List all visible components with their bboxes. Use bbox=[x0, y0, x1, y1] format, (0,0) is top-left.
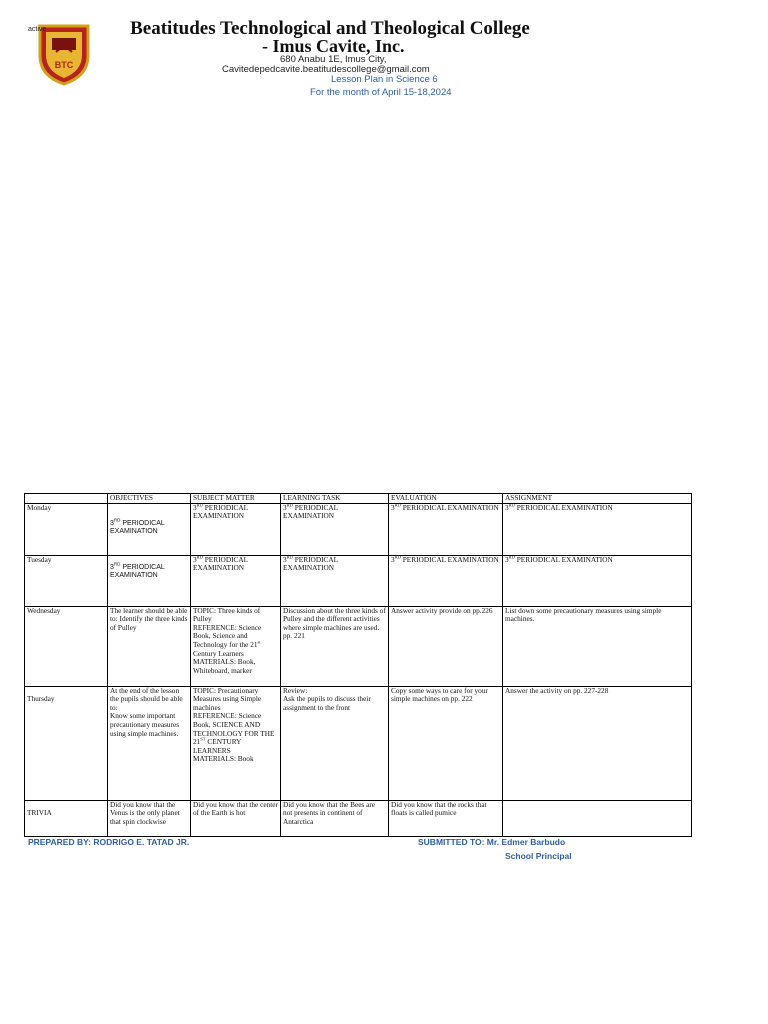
day-cell: Monday bbox=[25, 503, 108, 555]
header-day bbox=[25, 494, 108, 504]
day-cell: Wednesday bbox=[25, 606, 108, 686]
month-line: For the month of April 15-18,2024 bbox=[310, 87, 452, 98]
address: 680 Anabu 1E, Imus City, bbox=[280, 54, 387, 65]
logo-word: active bbox=[28, 26, 47, 33]
objectives-cell: The learner should be able to: Identify the three kinds of Pulley bbox=[108, 606, 191, 686]
objectives-cell: 3RD PERIODICAL EXAMINATION bbox=[108, 503, 191, 555]
assignment-cell: Answer the activity on pp. 227-228 bbox=[503, 686, 692, 800]
evaluation-cell: 3RD PERIODICAL EXAMINATION bbox=[389, 555, 503, 606]
subject-cell: 3RD PERIODICAL EXAMINATION bbox=[191, 503, 281, 555]
learning-cell: Review: Ask the pupils to discuss their assignment to the front bbox=[281, 686, 389, 800]
table-row bbox=[25, 606, 692, 686]
evaluation-cell: Did you know that the rocks that floats is called pumice bbox=[389, 800, 503, 836]
table-row bbox=[25, 800, 692, 836]
objectives-cell: 3RD PERIODICAL EXAMINATION bbox=[108, 555, 191, 606]
prepared-by: PREPARED BY: RODRIGO E. TATAD JR. bbox=[28, 837, 190, 847]
day-cell: TRIVIA bbox=[25, 800, 108, 836]
subject-cell: 3RD PERIODICAL EXAMINATION bbox=[191, 555, 281, 606]
assignment-cell: List down some precautionary measures using simple machines. bbox=[503, 606, 692, 686]
assignment-cell bbox=[503, 800, 692, 836]
objectives-cell: Did you know that the Venus is the only planet that spin clockwise bbox=[108, 800, 191, 836]
subject-cell: TOPIC: Precautionary Measures using Simple machines REFERENCE: Science Book, SCIENCE AND TECHNOLOGY FOR THE 21ST CENTURY LEARNERS MATERIALS: Book bbox=[191, 686, 281, 800]
learning-cell: Discussion about the three kinds of Pulley and the different activities where simple machines are used. pp. 221 bbox=[281, 606, 389, 686]
table-row bbox=[25, 503, 692, 555]
college-location: - Imus Cavite, Inc. bbox=[262, 36, 405, 56]
lesson-plan-table bbox=[24, 493, 692, 837]
learning-cell: 3RD PERIODICAL EXAMINATION bbox=[281, 503, 389, 555]
svg-text:BTC: BTC bbox=[54, 60, 74, 70]
header-evaluation: EVALUATION bbox=[389, 494, 503, 504]
objectives-cell: At the end of the lesson the pupils should be able to: Know some important precautionary measures using simple machines. bbox=[108, 686, 191, 800]
table-row bbox=[25, 686, 692, 800]
submitted-to: SUBMITTED TO: Mr. Edmer Barbudo bbox=[418, 837, 566, 847]
day-cell: Tuesday bbox=[25, 555, 108, 606]
subject-cell: TOPIC: Three kinds of Pulley REFERENCE: Science Book, Science and Technology for the 21st Century Learners MATERIALS: Book, Whiteboard, marker bbox=[191, 606, 281, 686]
learning-cell: 3RD PERIODICAL EXAMINATION bbox=[281, 555, 389, 606]
subject-cell: Did you know that the center of the Earth is hot bbox=[191, 800, 281, 836]
evaluation-cell: Copy some ways to care for your simple machines on pp. 222 bbox=[389, 686, 503, 800]
header-learning-task: LEARNING TASK bbox=[281, 494, 389, 504]
evaluation-cell: Answer activity provide on pp.226 bbox=[389, 606, 503, 686]
header-objectives: OBJECTIVES bbox=[108, 494, 191, 504]
plan-title: Lesson Plan in Science 6 bbox=[331, 74, 438, 85]
principal-title: School Principal bbox=[505, 851, 572, 861]
assignment-cell: 3RD PERIODICAL EXAMINATION bbox=[503, 555, 692, 606]
header-assignment: ASSIGNMENT bbox=[503, 494, 692, 504]
email: Cavitedepedcavite.beatitudescollege@gmail.com bbox=[222, 64, 430, 75]
college-name: Beatitudes Technological and Theological College bbox=[130, 18, 530, 39]
table-row bbox=[25, 555, 692, 606]
day-cell: Thursday bbox=[25, 686, 108, 800]
header-subject-matter: SUBJECT MATTER bbox=[191, 494, 281, 504]
evaluation-cell: 3RD PERIODICAL EXAMINATION bbox=[389, 503, 503, 555]
learning-cell: Did you know that the Bees are not presents in continent of Antarctica bbox=[281, 800, 389, 836]
assignment-cell: 3RD PERIODICAL EXAMINATION bbox=[503, 503, 692, 555]
